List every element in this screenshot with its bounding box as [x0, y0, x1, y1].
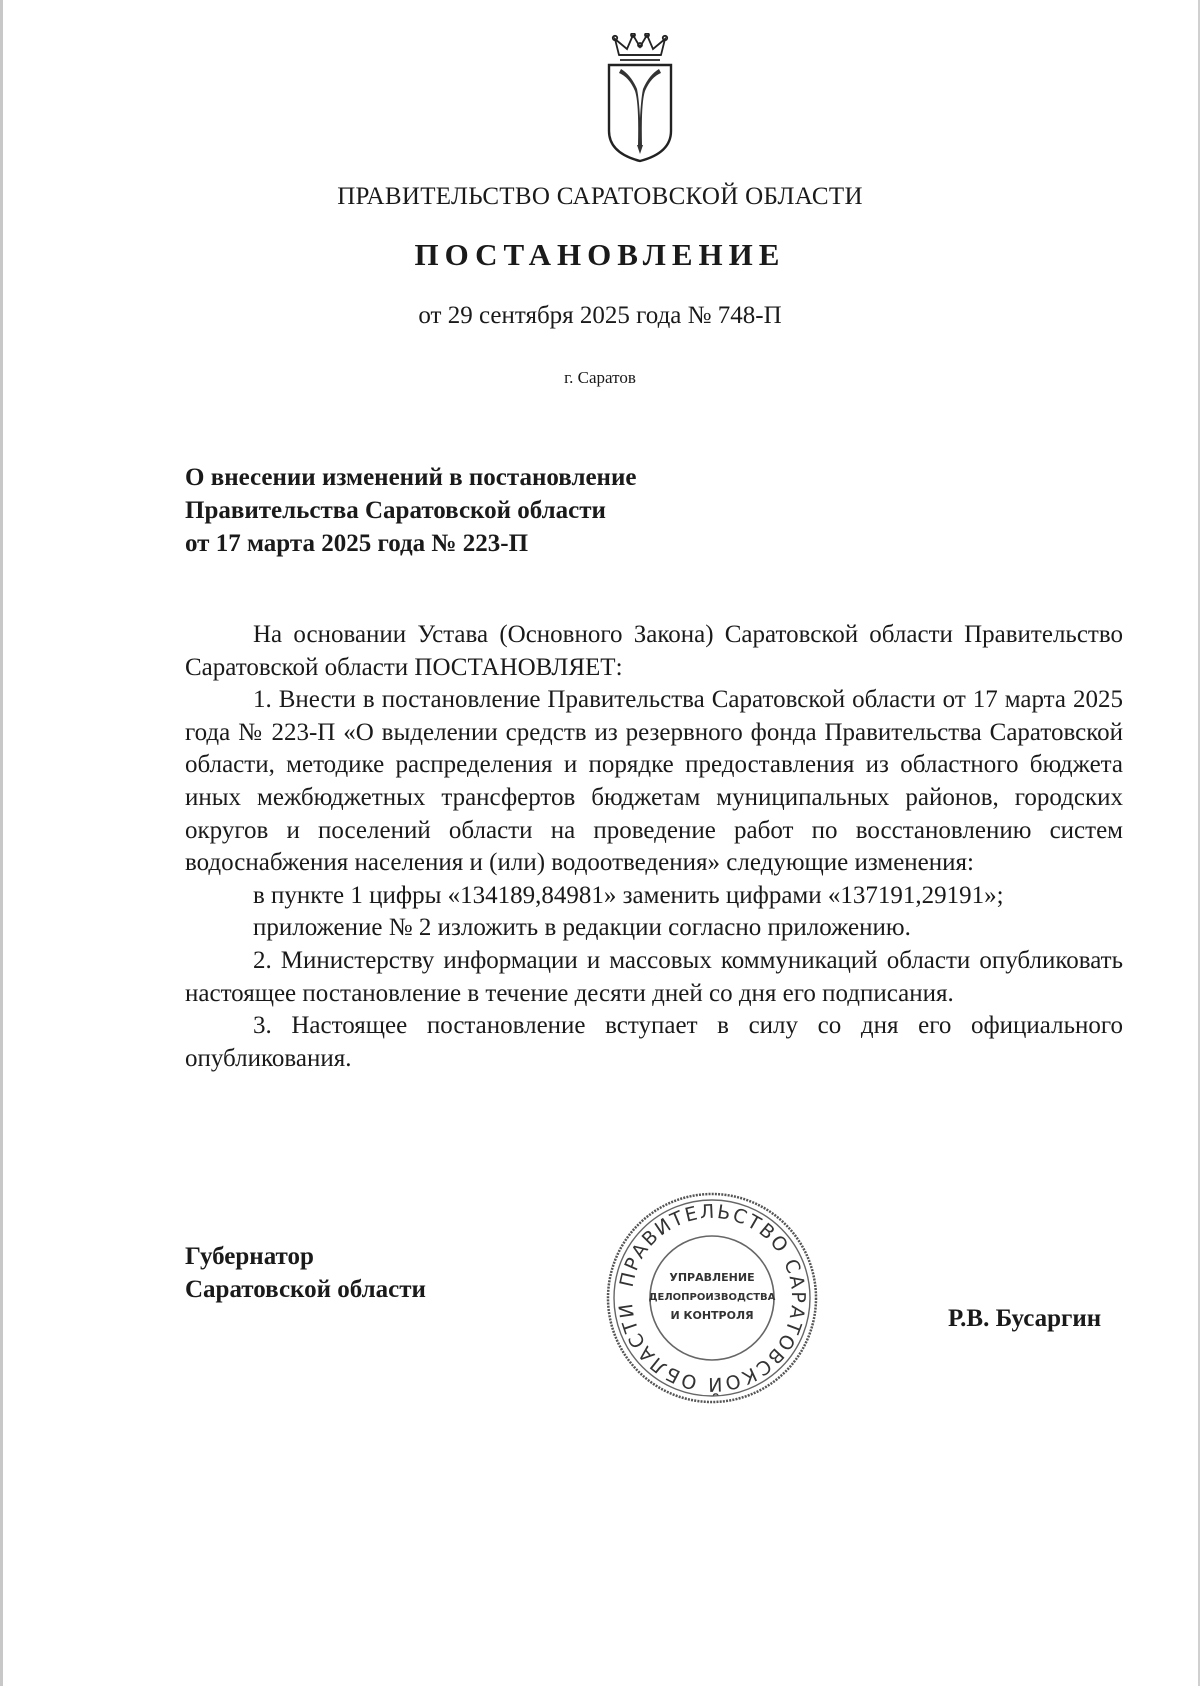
coat-of-arms-icon: [599, 33, 681, 163]
seal-ring-text: ПРАВИТЕЛЬСТВО САРАТОВСКОЙ ОБЛАСТИ: [614, 1200, 810, 1396]
seal-center-line-3: И КОНТРОЛЯ: [670, 1309, 754, 1322]
signer-title-line-2: Саратовской области: [185, 1276, 426, 1303]
document-date-number: от 29 сентября 2025 года № 748-П: [418, 302, 782, 329]
subject-line-3: от 17 марта 2025 года № 223-П: [185, 530, 529, 557]
official-seal: [604, 1190, 820, 1406]
document-subject: [185, 461, 885, 560]
body-paragraph-item-1: 1. Внести в постановление Правительства Саратовской области от 17 марта 2025 года № 223-П «О выделении средств из резервного фонда Правительства Саратовской области, методике распределения и порядке предоставления из областного бюджета иных межбюджетных трансфертов бюджетам муниципальных районов, городских округов и поселений области на проведение работ по восстановлению систем водоснабжения населения и (или) водоотведения» следующие изменения:: [185, 686, 1123, 877]
subject-line-2: Правительства Саратовской области: [185, 497, 606, 524]
body-paragraph-item-1-change-a: в пункте 1 цифры «134189,84981» заменить цифрами «137191,29191»;: [253, 881, 1004, 909]
body-paragraph-basis: На основании Устава (Основного Закона) Саратовской области Правительство Саратовской области ПОСТАНОВЛЯЕТ:: [185, 621, 1123, 681]
government-name: ПРАВИТЕЛЬСТВО САРАТОВСКОЙ ОБЛАСТИ: [337, 183, 863, 210]
seal-center-line-1: УПРАВЛЕНИЕ: [669, 1271, 755, 1284]
signer-name: Р.В. Бусаргин: [948, 1305, 1102, 1332]
signer-title-line-1: Губернатор: [185, 1243, 314, 1270]
body-paragraph-item-3: 3. Настоящее постановление вступает в силу со дня его официального опубликования.: [185, 1012, 1123, 1072]
body-paragraph-item-1-change-b: приложение № 2 изложить в редакции согласно приложению.: [253, 914, 911, 942]
document-type-title: ПОСТАНОВЛЕНИЕ: [414, 237, 786, 272]
subject-line-1: О внесении изменений в постановление: [185, 464, 637, 491]
document-body: [185, 619, 1123, 1075]
signer-title: [185, 1240, 426, 1306]
body-paragraph-item-2: 2. Министерству информации и массовых коммуникаций области опубликовать настоящее постановление в течение десяти дней со дня его подписания.: [185, 946, 1123, 1007]
seal-center-line-2: ДЕЛОПРОИЗВОДСТВА: [648, 1292, 776, 1303]
document-city: г. Саратов: [564, 368, 636, 387]
